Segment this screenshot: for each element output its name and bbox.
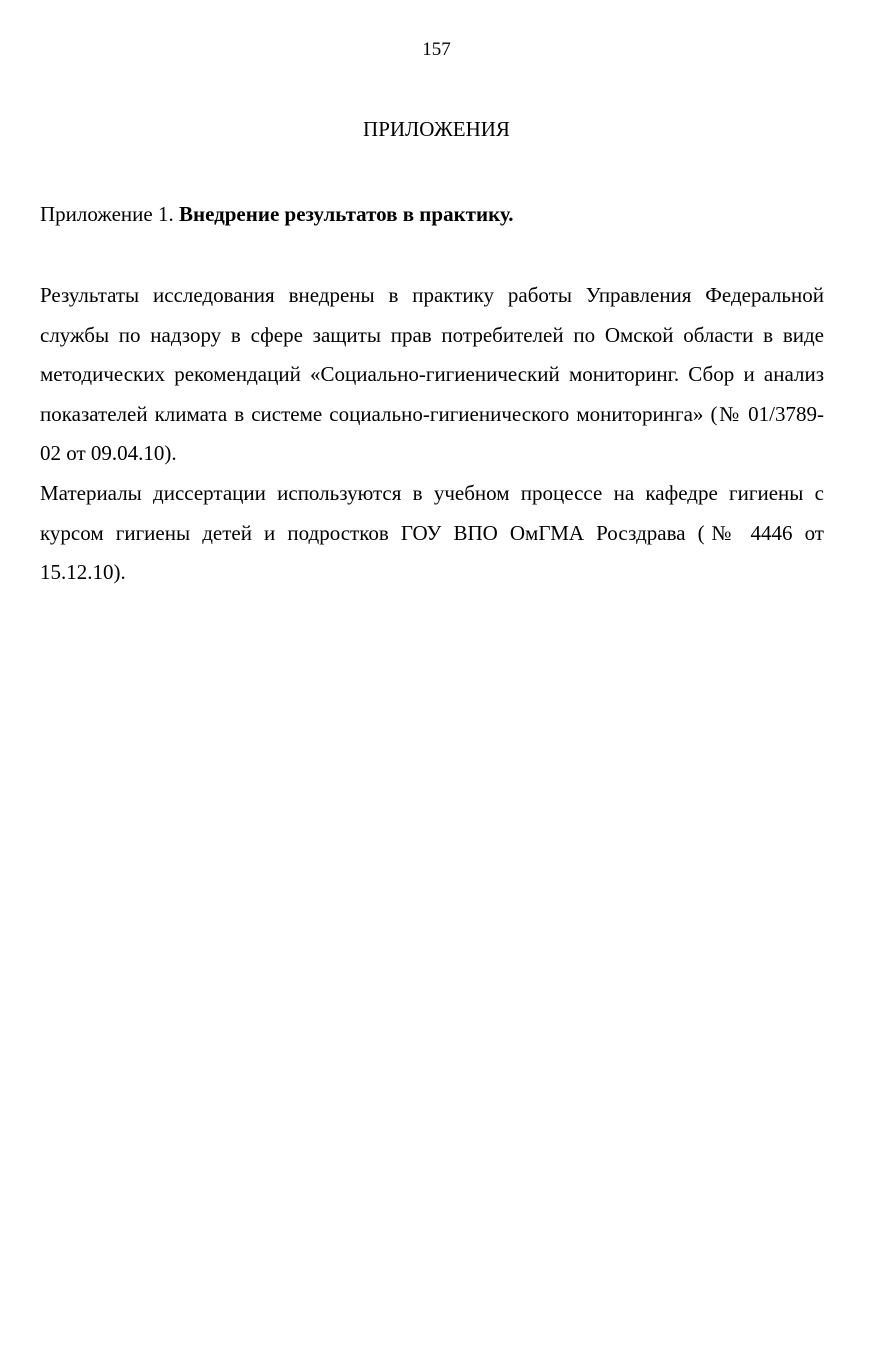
paragraph-implementation: Результаты исследования внедрены в практику работы Управления Федеральной службы по надзору в сфере защиты прав потребителей по Омской области в виде методических рекомендаций «Социально-гигиенический мониторинг. Сбор и анализ показателей климата в системе социально-гигиенического мониторинга» (№ 01/3789-02 от 09.04.10). xyxy=(40,283,824,466)
section-title: ПРИЛОЖЕНИЯ xyxy=(363,117,510,141)
page-number: 157 xyxy=(422,39,451,60)
body-text xyxy=(40,276,824,593)
appendix-label: Приложение 1. xyxy=(40,202,174,226)
paragraph-teaching: Материалы диссертации используются в учебном процессе на кафедре гигиены с курсом гигиены детей и подростков ГОУ ВПО ОмГМА Росздрава (№ 4446 от 15.12.10). xyxy=(40,480,824,585)
appendix-heading xyxy=(40,200,830,228)
appendix-title: Внедрение результатов в практику. xyxy=(178,202,514,226)
